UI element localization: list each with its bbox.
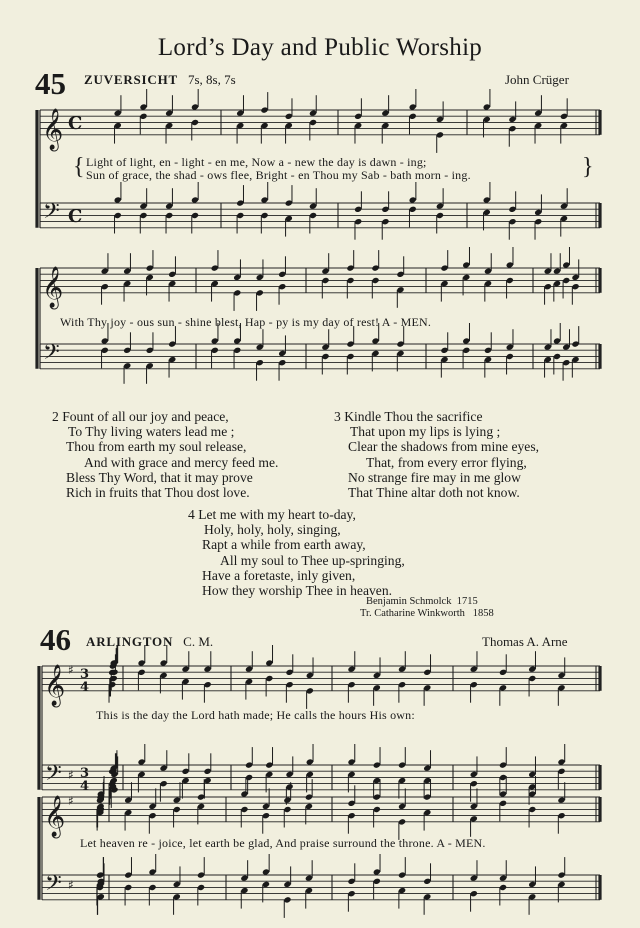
- lyric-line: With Thy joy - ous sun - shine blest, Hap - py is my day of rest! A - MEN.: [60, 315, 432, 329]
- stanza-line: Thou from earth my soul release,: [66, 439, 247, 455]
- stanza-2: [52, 409, 278, 500]
- time-signature-bottom: 4: [80, 680, 90, 695]
- staff: [40, 344, 600, 369]
- tune-name: ARLINGTON C. M.: [86, 634, 214, 649]
- stanza-line: Have a foretaste, inly given,: [202, 567, 356, 583]
- stanza-line: That Thine altar doth not know.: [348, 485, 520, 501]
- stanza-4: [188, 507, 405, 598]
- treble-clef: 𝄞: [42, 108, 64, 150]
- time-signature: C: [68, 113, 83, 134]
- key-signature: ♯: [68, 768, 74, 782]
- stanza-line: That upon my lips is lying ;: [350, 424, 501, 440]
- lyric-line: Let heaven re - joice, let earth be glad, And praise surround the throne. A - MEN.: [80, 836, 486, 850]
- treble-clef: 𝄞: [42, 266, 64, 308]
- verse-brace-left: {: [73, 154, 85, 180]
- treble-clef: 𝄞: [44, 664, 66, 706]
- bass-clef: 𝄢: [45, 871, 62, 901]
- stanza-line: Rapt a while from earth away,: [202, 537, 366, 553]
- stanza-line: How they worship Thee in heaven.: [202, 583, 393, 599]
- key-signature: ♯: [68, 794, 74, 808]
- stanza-line: That, from every error flying,: [366, 454, 527, 470]
- stanza-line: 3 Kindle Thou the sacrifice: [334, 409, 483, 424]
- translator-credit: Tr. Catharine Winkworth 1858: [360, 608, 494, 619]
- stanza-line: 4 Let me with my heart to-day,: [188, 507, 356, 522]
- stanza-line: All my soul to Thee up-springing,: [220, 552, 405, 568]
- meter: C. M.: [183, 634, 214, 649]
- time-signature-top: 3: [80, 766, 90, 781]
- stanza-line: Clear the shadows from mine eyes,: [348, 439, 540, 455]
- lyric-line: Sun of grace, the shad - ows flee, Bright - en Thou my Sab - bath morn - ing.: [86, 168, 471, 182]
- stanza-line: 2 Fount of all our joy and peace,: [52, 409, 229, 424]
- key-signature: ♯: [68, 878, 74, 892]
- treble-clef: 𝄞: [44, 795, 66, 837]
- stanza-3: [334, 409, 539, 500]
- meter: 7s, 8s, 7s: [187, 72, 236, 87]
- composer: Thomas A. Arne: [482, 634, 568, 649]
- time-signature-top: 3: [80, 667, 90, 682]
- lyric-line: This is the day the Lord hath made; He calls the hours His own:: [96, 708, 415, 722]
- time-signature-bottom: 4: [80, 779, 90, 794]
- stanza-line: And with grace and mercy feed me.: [84, 454, 279, 470]
- staff: [42, 765, 600, 790]
- stanza-line: No strange fire may in me glow: [348, 469, 521, 485]
- composer: John Crüger: [505, 72, 569, 87]
- author-credit: Benjamin Schmolck 1715: [366, 596, 478, 607]
- hymn-number: 46: [40, 622, 71, 657]
- stanza-line: Rich in fruits that Thou dost love.: [66, 485, 250, 501]
- bass-clef: 𝄢: [43, 340, 60, 370]
- time-signature: C: [68, 206, 83, 227]
- stanza-line: Bless Thy Word, that it may prove: [66, 469, 253, 485]
- key-signature: ♯: [68, 663, 74, 677]
- bass-clef: 𝄢: [43, 199, 60, 229]
- lyric-line: Light of light, en - light - en me, Now a - new the day is dawn - ing;: [86, 155, 427, 169]
- staff: [42, 666, 600, 691]
- bass-clef: 𝄢: [45, 761, 62, 791]
- page-title: Lord’s Day and Public Worship: [157, 34, 483, 61]
- hymn-number: 45: [35, 66, 66, 101]
- verse-brace-right: }: [582, 154, 594, 180]
- stanza-line: Holy, holy, holy, singing,: [204, 522, 341, 538]
- stanza-line: To Thy living waters lead me ;: [68, 424, 235, 440]
- tune-name: ZUVERSICHT 7s, 8s, 7s: [84, 72, 236, 87]
